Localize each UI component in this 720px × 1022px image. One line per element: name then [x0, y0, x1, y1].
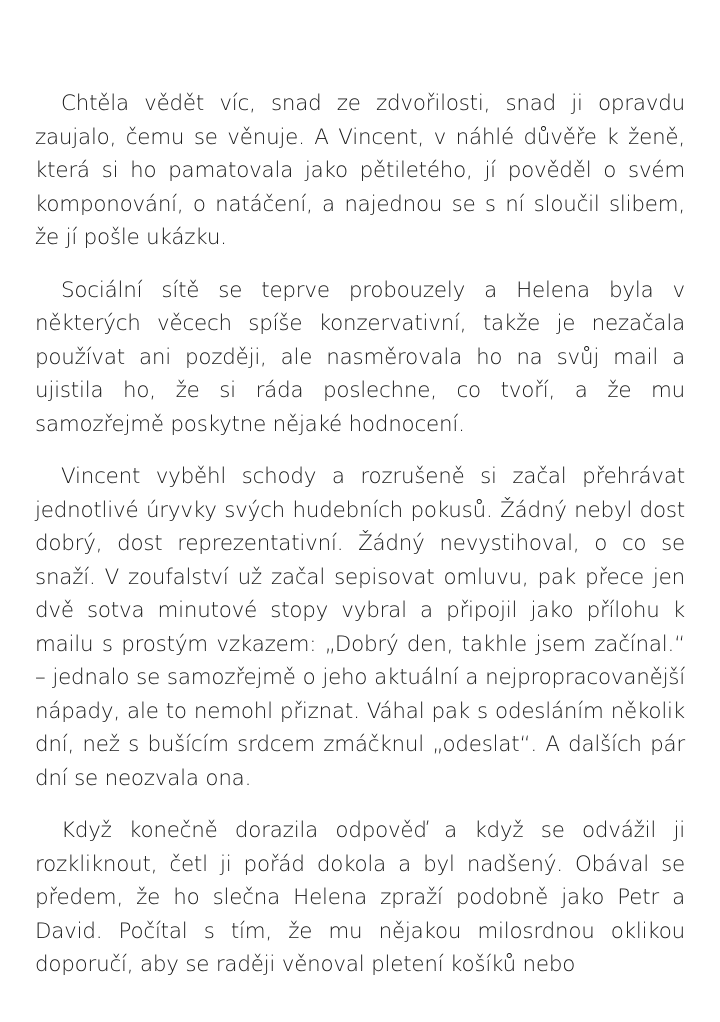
paragraph: Vincent vyběhl schody a rozrušeně si začal přehrávat jednotlivé úryvky svých hudebních pokusů. Žádný nebyl dost dobrý, dost reprezentativní. Žádný nevystihoval, o co se snaží. V zoufalství už začal sepisovat omluvu, pak přece jen dvě sotva minutové stopy vybral a připojil jako přílohu k mailu s prostým vzkazem: „Dobrý den, takhle jsem začínal.“ – jednalo se samozřejmě o jeho aktuální a nejpropracovanější nápady, ale to nemohl přiznat. Váhal pak s odesláním několik dní, než s bušícím srdcem zmáčknul „odeslat“. A dalších pár dní se neozvala ona. [35, 464, 685, 791]
paragraph: Chtěla vědět víc, snad ze zdvořilosti, snad ji opravdu zaujalo, čemu se věnuje. A Vincent, v náhlé důvěře k ženě, která si ho pamatovala jako pětiletého, jí pověděl o svém komponování, o natáčení, a najednou se s ní sloučil slibem, že jí pošle ukázku. [35, 91, 685, 250]
paragraph: Když konečně dorazila odpověď a když se odvážil ji rozkliknout, četl ji pořád dokola a byl nadšený. Obával se předem, že ho slečna Helena zpraží podobně jako Petr a David. Počítal s tím, že mu nějakou milosrdnou oklikou doporučí, aby se raději věnoval pletení košíků nebo [35, 818, 685, 977]
document-page [35, 87, 685, 1001]
paragraph: Sociální sítě se teprve probouzely a Helena byla v některých věcech spíše konzervativní, takže je nezačala používat ani později, ale nasměrovala ho na svůj mail a ujistila ho, že si ráda poslechne, co tvoří, a že mu samozřejmě poskytne nějaké hodnocení. [35, 277, 685, 437]
